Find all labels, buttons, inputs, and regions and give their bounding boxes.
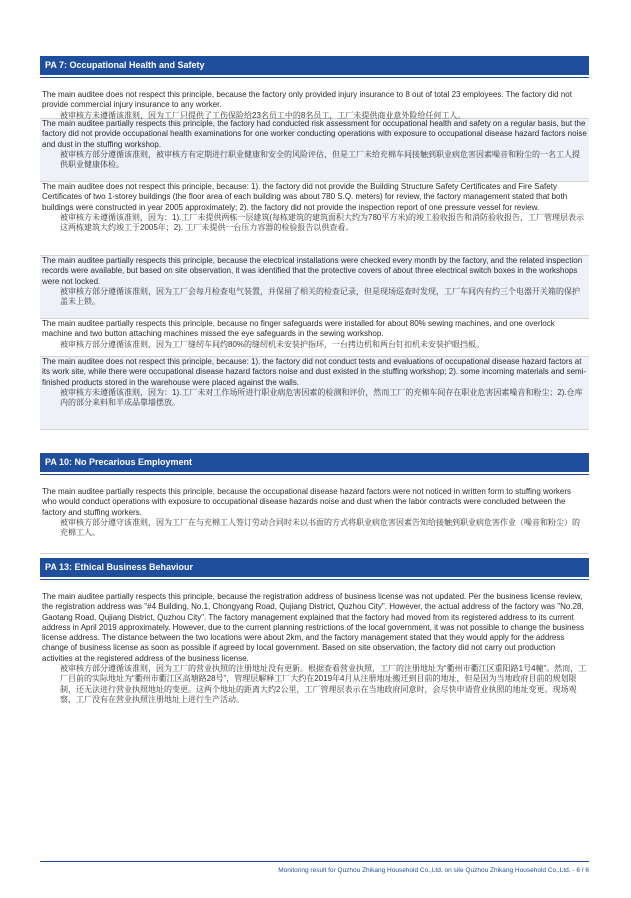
finding-text-en: The main auditee partially respects this principle, because the registration address of business license was not updated. Per the business license review, the registration address was "#4 Building, No.1, Chongyang Road, Qujiang District, Quzhou City". However, the actual address of the factory was "No.28, Gaotang Road, Qujiang District, Quzhou City". The factory management explained that the factory had moved from its registered address to its current address in April 2019 approximately. However, due to the current planning restrictions of the local government, it was not possible to change the business license address. The distance between the two locations were about 2km, and the factory management stated that they would apply for the address change of business license as soon as possible if agreed by local government. Based on site observation, the factory did not carry out production activities at the registered address of the business license. <box>42 592 584 663</box>
pa10-finding-1 <box>40 487 589 554</box>
finding-text-en: The main auditee partially respects this principle, because the electrical installations were checked every month by the factory, and the related inspection records were available, but based on site observation, it was identified that the protective covers of about three electrical switch boxes in the workshops were not locked. <box>42 256 583 286</box>
pa10-header: PA 10: No Precarious Employment <box>40 453 589 472</box>
finding-text-en: The main auditee partially respects this principle, the factory had conducted risk assessment for occupational health and safety on a regular basis, but the factory did not provide occupational health examinations for one worker conducting operations with exposure to occupational disease hazard factors noise and dust in the stuffing workshop. <box>42 119 587 149</box>
pa10-section <box>40 453 589 554</box>
pa7-finding-4 <box>40 256 589 319</box>
finding-text-en: The main auditee does not respect this principle, because: 1). the factory did not provide the Building Structure Safety Certificates and Fire Safety Certificates of two 1-storey buildings (the floor area of each building was about 780 S.Q. meters) for review, the factory management stated that both buildings were constructed in year 2005 approximately; 2). the factory did not provide the inspection report of one pressure vessel for review. <box>42 182 568 212</box>
finding-text-zh: 被审核方部分遵循该准则，被审核方有定期进行职业健康和安全的风险评估，但是工厂未给充棉车间接触到职业病危害因素噪音和粉尘的一名工人提供职业健康体检。 <box>60 149 580 170</box>
page-footer: Monitoring result for Quzhou Zhikang Household Co.,Ltd. on site Quzhou Zhikang Household Co.,Ltd. - 6 / 6 <box>278 867 589 874</box>
pa7-finding-2 <box>40 119 589 182</box>
pa7-header: PA 7: Occupational Health and Safety <box>40 56 589 75</box>
pa13-header: PA 13: Ethical Business Behaviour <box>40 558 589 577</box>
finding-text-zh: 被审核方部分遵循该准则，因为工厂缝纫车间约80%的缝纫机未安装护指环，一台拷边机和两台钉扣机未安装护眼挡板。 <box>60 339 485 349</box>
footer-divider <box>40 861 589 862</box>
finding-text-zh: 被审核方未遵循该准则，因为：1).工厂未对工作场所进行职业病危害因素的检测和评价，然而工厂的充棉车间存在职业危害因素噪音和粉尘；2).仓库内的部分来料和半成品靠墙摆放。 <box>60 387 583 408</box>
finding-text-zh: 被审核方部分遵循该准则，因为工厂的营业执照的注册地址没有更新。根据查看营业执照，工厂的注册地址为“衢州市衢江区重阳路1号4幢”。然而，工厂目前的实际地址为“衢州市衢江区高塘路28号”，管理层解释工厂大约在2019年4月从注册地址搬迁到目前的地址，但是因为当地政府目前的规划限制，还无法进行营业执照地址的变更。这两个地址的距离大约2公里，工厂管理层表示在当地政府同意时，会尽快申请营业执照的地址变更。现场观察，工厂没有在营业执照注册地址上进行生产活动。 <box>60 664 587 704</box>
finding-text-zh: 被审核方未遵循该准则，因为：1).工厂未提供两栋一层建筑(每栋建筑的建筑面积大约为780平方米)的竣工验收报告和消防验收报告，工厂管理层表示这两栋建筑大约竣工于2005年；2). 工厂未提供一台压力容器的检验报告以供查看。 <box>60 212 585 233</box>
pa7-finding-3 <box>40 182 589 256</box>
pa7-section <box>40 56 589 430</box>
pa13-section <box>40 558 589 776</box>
pa7-finding-5 <box>40 319 589 357</box>
finding-text-zh: 被审核方部分遵循该准则，因为工厂会每月检查电气装置，并保留了相关的检查记录，但是现场巡查时发现，工厂车间内有约三个电器开关箱的保护盖未上锁。 <box>60 286 580 307</box>
pa7-finding-1 <box>40 90 589 119</box>
finding-text-zh: 被审核方未遵循该准则，因为工厂只提供了工伤保险给23名员工中的8名员工，工厂未提供商业意外险给任何工人。 <box>60 110 466 120</box>
finding-text-en: The main auditee partially respects this principle, because no finger safeguards were installed for about 80% sewing machines, and one overlock machine and two button attaching machines missed the eye safeguards in the sewing workshop. <box>42 319 555 339</box>
finding-text-en: The main auditee does not respect this principle, because: 1). the factory did not conduct tests and evaluations of occupational disease hazard factors at its work site, while there were occupational disease hazard factors noise and dust existed in the stuffing workshop; 2). some incoming materials and semi-finished products stored in the warehouse were placed against the walls. <box>42 357 587 387</box>
pa13-finding-1 <box>40 592 589 776</box>
pa7-finding-6 <box>40 357 589 430</box>
finding-text-en: The main auditee does not respect this principle, because the factory only provided injury insurance to 8 out of total 23 employees. The factory did not provide commercial injury insurance to any worker. <box>42 90 572 110</box>
finding-text-zh: 被审核方部分遵守该准则，因为工厂在与充棉工人签订劳动合同时未以书面的方式将职业病危害因素告知给接触到职业病危害作业（噪音和粉尘）的充棉工人。 <box>60 517 580 538</box>
finding-text-en: The main auditee partially respects this principle, because the occupational disease hazard factors were not noticed in written form to stuffing workers who would conduct operations with exposure to occupational disease hazards noise and dust when the labor contracts were concluded between the factory and stuffing workers. <box>42 487 572 517</box>
